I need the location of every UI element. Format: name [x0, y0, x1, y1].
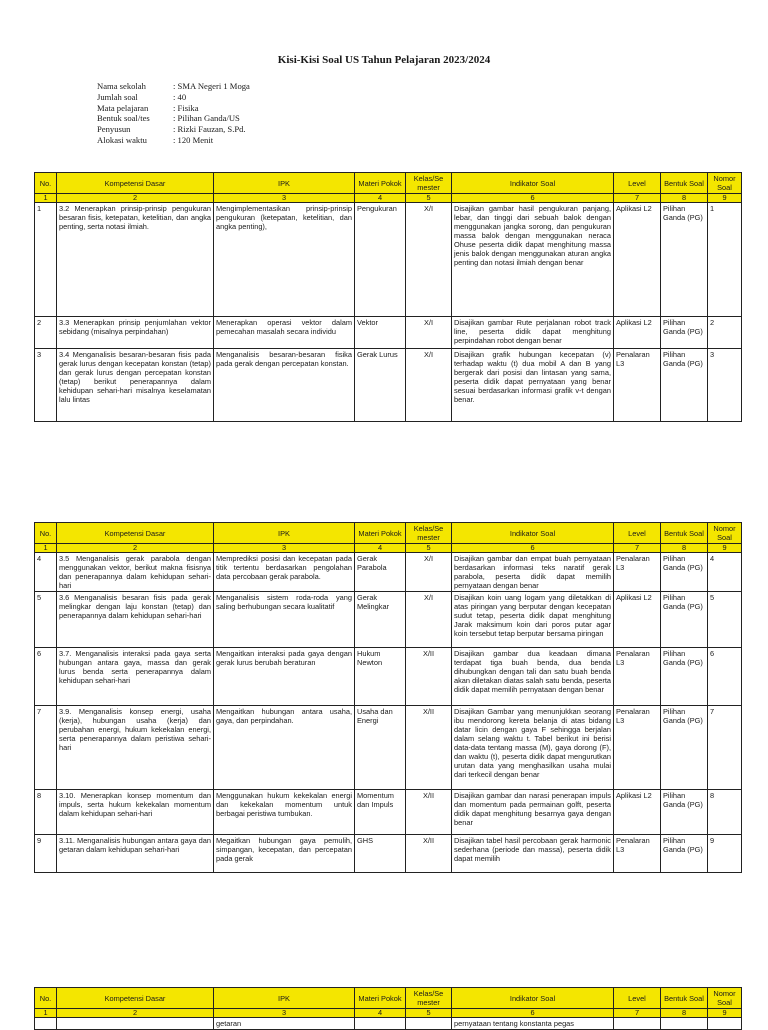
- column-number-row: [35, 1009, 742, 1018]
- cell-bentuk-soal: Pilihan Ganda (PG): [661, 790, 708, 835]
- cell-kompetensi-dasar: 3.2 Menerapkan prinsip-prinsip pengukuran besaran fisis, ketepatan, ketelitian, dan angka penting, serta notasi ilmiah.: [57, 203, 214, 317]
- cell-indikator-soal: Disajikan gambar dua keadaan dimana terdapat tiga buah benda, dua benda dihubungkan dengan tali dan satu buah benda akan diletakan diatas salah satu benda, peserta didik dapat memilih pernyataan dengan benar: [452, 648, 614, 706]
- cell-bentuk-soal: Pilihan Ganda (PG): [661, 835, 708, 873]
- header-nomor-soal: Nomor Soal: [708, 523, 742, 544]
- table-header-row: [35, 173, 742, 194]
- column-number-row: [35, 194, 742, 203]
- table-row: [35, 553, 742, 592]
- header-bentuk-soal: Bentuk Soal: [661, 523, 708, 544]
- header-nomor-soal: Nomor Soal: [708, 988, 742, 1009]
- meta-key: Penyusun: [97, 124, 131, 135]
- header-level: Level: [614, 988, 661, 1009]
- cell-ipk: Menganalisis sistem roda-roda yang saling berhubungan secara kualitatif: [214, 592, 355, 648]
- cell-indikator-soal: Disajikan gambar dan empat buah pernyataan berdasarkan informasi teks naratif gerak parabola, peserta didik dapat memilih pernyataan dengan benar: [452, 553, 614, 592]
- table-row: [35, 835, 742, 873]
- table-row: [35, 648, 742, 706]
- header-ipk: IPK: [214, 988, 355, 1009]
- cell-ipk: Mengaitkan interaksi pada gaya dengan gerak lurus berubah beraturan: [214, 648, 355, 706]
- cell-kelas-semester: X/I: [406, 203, 452, 317]
- column-number: 3: [214, 544, 355, 553]
- table-row: [35, 349, 742, 422]
- meta-value: : Pilihan Ganda/US: [173, 113, 240, 124]
- cell-indikator-soal: pernyataan tentang konstanta pegas: [452, 1018, 614, 1030]
- meta-row: [97, 81, 250, 92]
- column-number: 2: [57, 544, 214, 553]
- column-number: 7: [614, 544, 661, 553]
- column-number: 5: [406, 1009, 452, 1018]
- cell-materi-pokok: Momentum dan Impuls: [355, 790, 406, 835]
- cell-materi-pokok: Gerak Parabola: [355, 553, 406, 592]
- cell-indikator-soal: Disajikan grafik hubungan kecepatan (v) terhadap waktu (t) dua mobil A dan B yang bergerak dari posisi dan lintasan yang sama, peserta didik dapat pernyataan yang benar sesuai berdasarkan informasi grafik v-t dengan benar.: [452, 349, 614, 422]
- header-no: No.: [35, 523, 57, 544]
- column-number: 1: [35, 1009, 57, 1018]
- cell-nomor-soal: 5: [708, 592, 742, 648]
- cell-ipk: Mengaitkan hubungan antara usaha, gaya, dan perpindahan.: [214, 706, 355, 790]
- cell-bentuk-soal: Pilihan Ganda (PG): [661, 706, 708, 790]
- cell-kelas-semester: X/I: [406, 553, 452, 592]
- cell-kompetensi-dasar: 3.5 Menganalisis gerak parabola dengan menggunakan vektor, berikut makna fisisnya dan penerapannya dalam kehidupan sehari-hari: [57, 553, 214, 592]
- table-row: [35, 203, 742, 317]
- table-row: [35, 592, 742, 648]
- header-materi-pokok: Materi Pokok: [355, 523, 406, 544]
- column-number: 2: [57, 194, 214, 203]
- header-bentuk-soal: Bentuk Soal: [661, 173, 708, 194]
- cell-materi-pokok: Gerak Melingkar: [355, 592, 406, 648]
- column-number: 1: [35, 194, 57, 203]
- cell-indikator-soal: Disajikan Gambar yang menunjukkan seorang ibu mendorong kereta belanja di atas bidang datar licin dengan gaya F sehingga berjalan dalam selang waktu t. Tabel berikut ini berisi data-data tentang massa (M), gaya dorong (F), dan waktu (t), peserta didik dapat mengurutkan urutan data yang menghasilkan usaha mulai dari terkecil dengan benar: [452, 706, 614, 790]
- cell-no: 3: [35, 349, 57, 422]
- document-meta: [97, 81, 250, 146]
- column-number: 8: [661, 1009, 708, 1018]
- meta-row: [97, 92, 250, 103]
- cell-indikator-soal: Disajikan koin uang logam yang diletakkan di atas piringan yang berputar dengan kecepatan sudut tetap, peserta didik dapat menghitung Jarak maksimum koin dari poros putar agar koin tersebut tetap berputar bersama piringan: [452, 592, 614, 648]
- column-number: 4: [355, 544, 406, 553]
- column-number-row: [35, 544, 742, 553]
- column-number: 9: [708, 1009, 742, 1018]
- header-indikator-soal: Indikator Soal: [452, 523, 614, 544]
- column-number: 6: [452, 544, 614, 553]
- cell-materi-pokok: Hukum Newton: [355, 648, 406, 706]
- cell-level: Aplikasi L2: [614, 790, 661, 835]
- cell-kelas-semester: X/II: [406, 706, 452, 790]
- column-number: 6: [452, 1009, 614, 1018]
- meta-row: [97, 135, 250, 146]
- column-number: 4: [355, 194, 406, 203]
- header-kompetensi-dasar: Kompetensi Dasar: [57, 988, 214, 1009]
- header-ipk: IPK: [214, 173, 355, 194]
- column-number: 8: [661, 194, 708, 203]
- cell-bentuk-soal: Pilihan Ganda (PG): [661, 592, 708, 648]
- cell-no: 9: [35, 835, 57, 873]
- meta-key: Bentuk soal/tes: [97, 113, 150, 124]
- table-row: [35, 317, 742, 349]
- header-nomor-soal: Nomor Soal: [708, 173, 742, 194]
- header-indikator-soal: Indikator Soal: [452, 173, 614, 194]
- cell-kompetensi-dasar: 3.6 Menganalisis besaran fisis pada gerak melingkar dengan laju konstan (tetap) dan penerapannya dalam kehidupan sehari-hari: [57, 592, 214, 648]
- cell-ipk: Mengimplementasikan prinsip-prinsip pengukuran (ketepatan, ketelitian, dan angka penting),: [214, 203, 355, 317]
- cell-no: 8: [35, 790, 57, 835]
- column-number: 5: [406, 544, 452, 553]
- column-number: 3: [214, 1009, 355, 1018]
- meta-row: [97, 113, 250, 124]
- cell-materi-pokok: Vektor: [355, 317, 406, 349]
- cell-nomor-soal: 4: [708, 553, 742, 592]
- cell-ipk: getaran: [214, 1018, 355, 1030]
- cell-nomor-soal: 9: [708, 835, 742, 873]
- cell-materi-pokok: Usaha dan Energi: [355, 706, 406, 790]
- cell-indikator-soal: Disajikan tabel hasil percobaan gerak harmonic sederhana (periode dan massa), peserta didik dapat memilih: [452, 835, 614, 873]
- meta-key: Jumlah soal: [97, 91, 138, 102]
- kisi-kisi-table-1: [34, 172, 742, 422]
- cell-level: Penalaran L3: [614, 648, 661, 706]
- meta-row: [97, 124, 250, 135]
- meta-value: : Rizki Fauzan, S.Pd.: [173, 124, 246, 135]
- cell-kelas-semester: X/I: [406, 592, 452, 648]
- cell-kompetensi-dasar: 3.4 Menganalisis besaran-besaran fisis pada gerak lurus dengan kecepatan konstan (tetap) dan gerak lurus dengan percepatan konstan (tetap) berikut penerapannya dalam kehidupan sehari-hari misalnya keselamatan lalu lintas: [57, 349, 214, 422]
- header-no: No.: [35, 988, 57, 1009]
- cell-no: 1: [35, 203, 57, 317]
- cell-kelas-semester: X/II: [406, 790, 452, 835]
- cell-nomor-soal: 7: [708, 706, 742, 790]
- cell-kelas-semester: X/II: [406, 835, 452, 873]
- column-number: 9: [708, 544, 742, 553]
- cell-kompetensi-dasar: 3.10. Menerapkan konsep momentum dan impuls, serta hukum kekekalan momentum dalam kehidupan sehari-hari: [57, 790, 214, 835]
- cell-level: Aplikasi L2: [614, 317, 661, 349]
- cell-indikator-soal: Disajikan gambar Rute perjalanan robot track line, peserta didik dapat menghitung perpindahan robot dengan benar: [452, 317, 614, 349]
- meta-key: Mata pelajaran: [97, 102, 149, 113]
- cell-bentuk-soal: Pilihan Ganda (PG): [661, 648, 708, 706]
- cell-ipk: Menganalisis besaran-besaran fisika pada gerak dengan percepatan konstan.: [214, 349, 355, 422]
- cell-kelas-semester: X/I: [406, 317, 452, 349]
- kisi-kisi-table-2: [34, 522, 742, 873]
- document-title: Kisi-Kisi Soal US Tahun Pelajaran 2023/2024: [277, 54, 491, 66]
- meta-key: Alokasi waktu: [97, 134, 147, 145]
- header-bentuk-soal: Bentuk Soal: [661, 988, 708, 1009]
- cell-no: 6: [35, 648, 57, 706]
- cell-level: Aplikasi L2: [614, 592, 661, 648]
- column-number: 7: [614, 194, 661, 203]
- cell-nomor-soal: 1: [708, 203, 742, 317]
- meta-value: : 40: [173, 91, 187, 102]
- cell-no: 5: [35, 592, 57, 648]
- cell-nomor-soal: 6: [708, 648, 742, 706]
- column-number: 5: [406, 194, 452, 203]
- header-kompetensi-dasar: Kompetensi Dasar: [57, 173, 214, 194]
- cell-nomor-soal: 2: [708, 317, 742, 349]
- cell-level: Penalaran L3: [614, 349, 661, 422]
- cell-bentuk-soal: Pilihan Ganda (PG): [661, 317, 708, 349]
- header-level: Level: [614, 173, 661, 194]
- header-kelas-semester: Kelas/Se mester: [406, 988, 452, 1009]
- cell-ipk: Menerapkan operasi vektor dalam pemecahan masalah secara individu: [214, 317, 355, 349]
- table-row: [35, 790, 742, 835]
- header-kelas-semester: Kelas/Se mester: [406, 173, 452, 194]
- cell-kompetensi-dasar: 3.9. Menganalisis konsep energi, usaha (kerja), hubungan usaha (kerja) dan perubahan energi, hukum kekekalan energi, serta penerapannya dalam peristiwa sehari-hari: [57, 706, 214, 790]
- cell-bentuk-soal: Pilihan Ganda (PG): [661, 203, 708, 317]
- meta-key: Nama sekolah: [97, 81, 146, 91]
- table-header-row: [35, 988, 742, 1009]
- meta-value: : 120 Menit: [173, 134, 214, 145]
- header-kompetensi-dasar: Kompetensi Dasar: [57, 523, 214, 544]
- meta-value: : SMA Negeri 1 Moga: [173, 81, 250, 91]
- header-ipk: IPK: [214, 523, 355, 544]
- cell-no: 2: [35, 317, 57, 349]
- cell-kelas-semester: X/I: [406, 349, 452, 422]
- cell-level: Penalaran L3: [614, 553, 661, 592]
- cell-materi-pokok: Gerak Lurus: [355, 349, 406, 422]
- cell-level: Aplikasi L2: [614, 203, 661, 317]
- cell-bentuk-soal: Pilihan Ganda (PG): [661, 553, 708, 592]
- cell-bentuk-soal: Pilihan Ganda (PG): [661, 349, 708, 422]
- column-number: 1: [35, 544, 57, 553]
- cell-nomor-soal: 3: [708, 349, 742, 422]
- cell-ipk: Megaitkan hubungan gaya pemulih, simpangan, kecepatan, dan percepatan pada gerak: [214, 835, 355, 873]
- header-no: No.: [35, 173, 57, 194]
- cell-level: Penalaran L3: [614, 706, 661, 790]
- cell-kelas-semester: X/II: [406, 648, 452, 706]
- meta-value: : Fisika: [173, 102, 199, 113]
- cell-materi-pokok: Pengukuran: [355, 203, 406, 317]
- cell-kompetensi-dasar: 3.11. Menganalisis hubungan antara gaya dan getaran dalam kehidupan sehari-hari: [57, 835, 214, 873]
- table-header-row: [35, 523, 742, 544]
- cell-ipk: Menggunakan hukum kekekalan energi dan kekekalan momentum untuk berbagai peristiwa tumbukan.: [214, 790, 355, 835]
- header-kelas-semester: Kelas/Se mester: [406, 523, 452, 544]
- column-number: 7: [614, 1009, 661, 1018]
- header-materi-pokok: Materi Pokok: [355, 173, 406, 194]
- table-row: [35, 706, 742, 790]
- cell-ipk: Memprediksi posisi dan kecepatan pada titik tertentu berdasarkan pengolahan data percobaan gerak parabola.: [214, 553, 355, 592]
- header-level: Level: [614, 523, 661, 544]
- header-indikator-soal: Indikator Soal: [452, 988, 614, 1009]
- cell-level: Penalaran L3: [614, 835, 661, 873]
- meta-row: [97, 103, 250, 114]
- column-number: 9: [708, 194, 742, 203]
- cell-indikator-soal: Disajikan gambar hasil pengukuran panjang, lebar, dan tinggi dari sebuah balok dengan menggunakan jangka sorong, dan pengukuran massa balok dengan menggunakan neraca Ohuse peserta didik dapat menghitung massa jenis balok dengan menggunakan aturan angka penting dan notasi ilmiah dengan benar: [452, 203, 614, 317]
- header-materi-pokok: Materi Pokok: [355, 988, 406, 1009]
- cell-no: 4: [35, 553, 57, 592]
- cell-kompetensi-dasar: 3.7. Menganalisis interaksi pada gaya serta hubungan antara gaya, massa dan gerak lurus benda serta penerapannya dalam kehidupan sehari-hari: [57, 648, 214, 706]
- cell-materi-pokok: GHS: [355, 835, 406, 873]
- column-number: 2: [57, 1009, 214, 1018]
- cell-nomor-soal: 8: [708, 790, 742, 835]
- column-number: 4: [355, 1009, 406, 1018]
- cell-indikator-soal: Disajikan gambar dan narasi penerapan impuls dan momentum pada permainan golft, peserta didik dapat menghitung besarnya gaya dengan benar: [452, 790, 614, 835]
- column-number: 3: [214, 194, 355, 203]
- cell-kompetensi-dasar: 3.3 Menerapkan prinsip penjumlahan vektor sebidang (misalnya perpindahan): [57, 317, 214, 349]
- column-number: 8: [661, 544, 708, 553]
- cell-no: 7: [35, 706, 57, 790]
- column-number: 6: [452, 194, 614, 203]
